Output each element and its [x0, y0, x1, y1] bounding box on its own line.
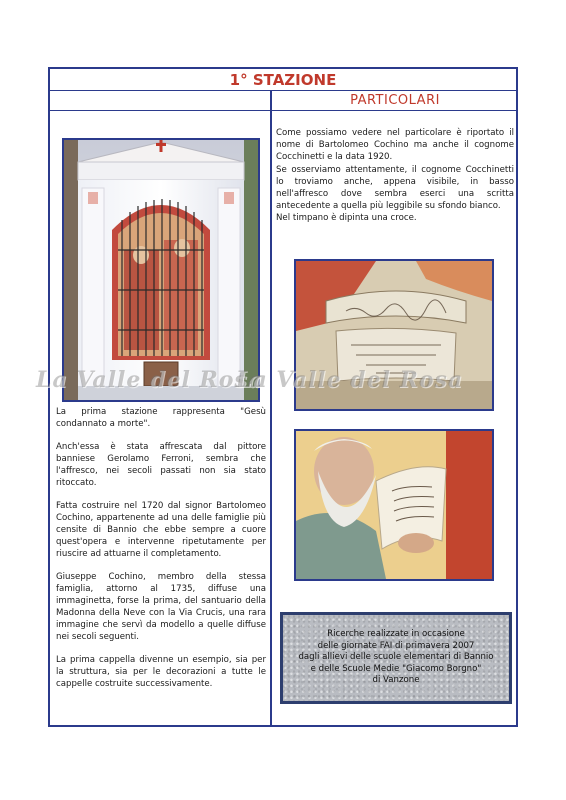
inscription-detail-drawing	[296, 261, 492, 409]
main-photo-caption: La prima stazione rappresenta "Gesù condannato a morte".	[56, 407, 266, 429]
left-paragraph: La prima cappella divenne un esempio, sia per la struttura, sia per le decorazioni a tutte le cappelle costruite successivamente.	[56, 655, 266, 689]
right-paragraph: Come possiamo vedere nel particolare è riportato il nome di Bartolomeo Cochino ma anche il cognome Cocchinetti e la data 1920.	[276, 128, 514, 163]
bearded-figure-detail-photo	[294, 429, 494, 581]
section-title-particolari: PARTICOLARI	[350, 93, 440, 108]
right-paragraph: Nel timpano è dipinta una croce.	[276, 213, 417, 224]
page-frame	[36, 67, 518, 727]
chapel-photo	[62, 138, 260, 402]
credit-line: Ricerche realizzate in occasione	[327, 629, 465, 640]
left-paragraph: Giuseppe Cochino, membro della stessa famiglia, attorno al 1735, diffuse una immaginetta, forse la prima, del santuario della Madonna della Neve con la Via Crucis, una rara immagine che servì da modello a quelle diffuse nei secoli seguenti.	[56, 572, 266, 642]
right-paragraph: Se osserviamo attentamente, il cognome Cocchinetti lo troviamo anche, appena visibile, in basso nell'affresco dove sembra eserci una scritta antecedente a quella più leggibile su sfondo bianco.	[276, 164, 514, 212]
left-paragraph: Fatta costruire nel 1720 dal signor Bartolomeo Cochino, appartenente ad una delle famiglie più censite di Bannio che ebbe sempre a cuore quest'opera e intervenne ripetutamente per riuscire ad attuarne il completamento.	[56, 501, 266, 559]
credit-line: e delle Scuole Medie "Giacomo Borgno"	[310, 663, 482, 674]
left-column-text	[56, 406, 266, 701]
subheader-row	[50, 91, 516, 111]
watermark: La Valle del Rosa	[36, 367, 264, 393]
right-column-text	[276, 127, 514, 225]
bearded-figure-detail-drawing	[296, 431, 492, 579]
page-title: 1° STAZIONE	[50, 69, 516, 91]
credit-line: delle giornate FAI di primavera 2007	[317, 640, 475, 651]
credit-box	[280, 612, 512, 704]
credit-line: dagli allievi delle scuole elementari di Bannio	[298, 652, 494, 663]
inscription-detail-photo	[294, 259, 494, 411]
chapel-photo-drawing	[64, 140, 258, 400]
watermark: La Valle del Rosa	[236, 367, 464, 393]
left-paragraph: Anch'essa è stata affrescata dal pittore banniese Gerolamo Ferroni, sembra che l'affresco, nei secoli passati non sia stato ritoccato.	[56, 442, 266, 488]
column-divider	[270, 111, 272, 727]
credit-line: di Vanzone	[372, 675, 420, 686]
